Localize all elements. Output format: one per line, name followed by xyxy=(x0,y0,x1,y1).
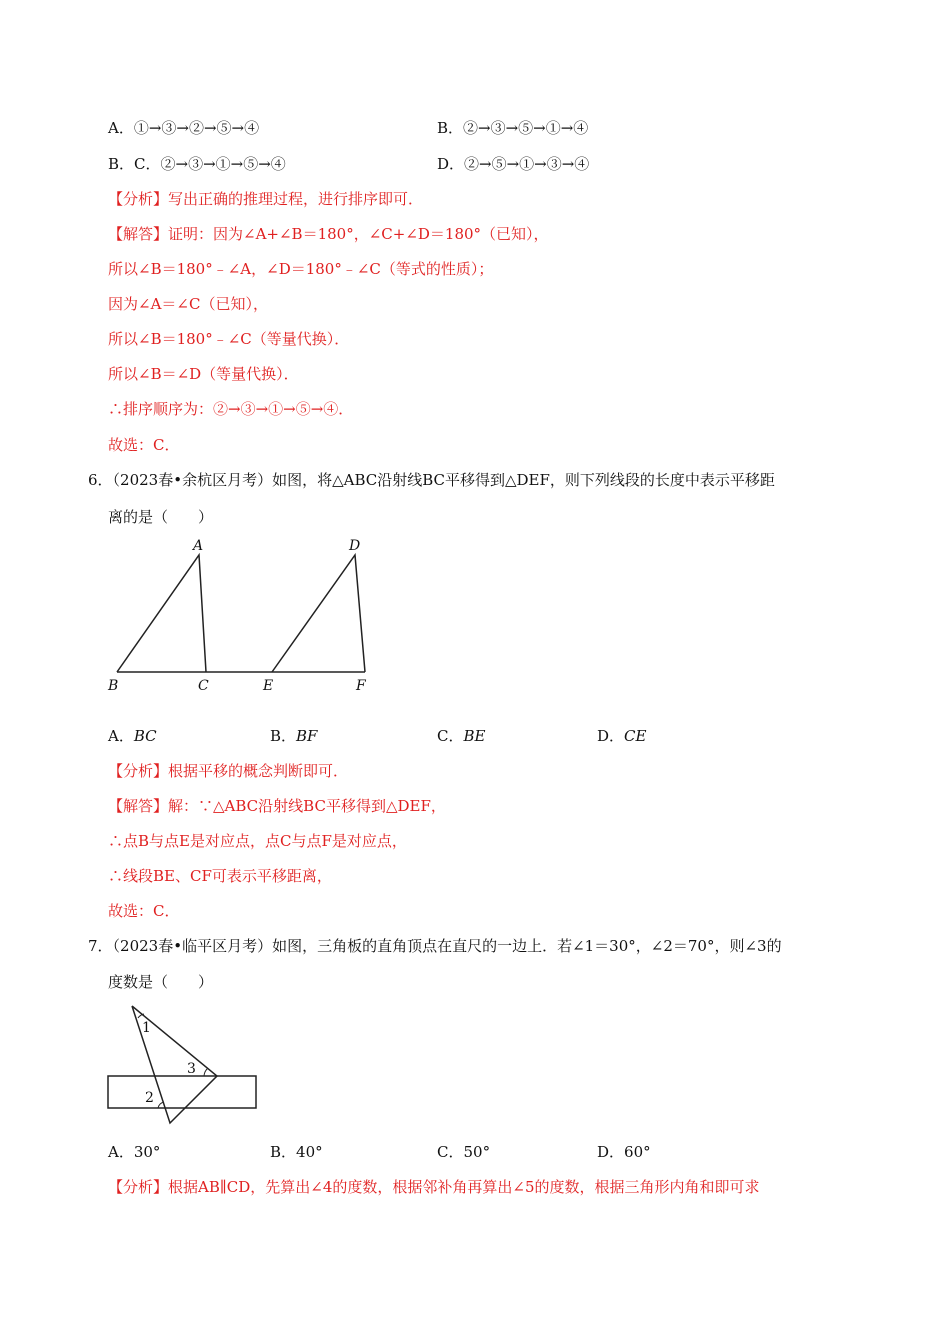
option-text: BC xyxy=(133,727,157,745)
q6-answer-line: ∴线段BE、CF可表示平移距离， xyxy=(108,867,332,885)
label-c: C xyxy=(198,678,209,694)
q6-answer-line: 故选：C． xyxy=(108,902,180,920)
option-text: 40° xyxy=(296,1143,323,1161)
question-number: 6． xyxy=(88,471,113,489)
q6-stem-continued: 离的是（ ） xyxy=(108,508,214,526)
q5-option-b xyxy=(437,118,588,138)
q6-answer-line: ∴点B与点E是对应点，点C与点F是对应点， xyxy=(108,832,407,850)
q5-answer-line: 所以∠B＝180°﹣∠C（等量代换）． xyxy=(108,330,350,348)
angle-3-label: 3 xyxy=(187,1061,196,1077)
option-letter: B． xyxy=(270,727,297,745)
option-letter: A． xyxy=(108,119,134,137)
option-letter: C． xyxy=(437,1143,464,1161)
option-text: 30° xyxy=(133,1143,161,1161)
option-text: BF xyxy=(296,727,318,745)
q7-option-d xyxy=(597,1142,651,1162)
option-text: ①→③→②→⑤→④ xyxy=(133,119,260,137)
q6-figure xyxy=(100,530,390,700)
analysis-tag: 【分析】 xyxy=(108,190,169,208)
option-letter: A． xyxy=(108,727,134,745)
q6-option-d xyxy=(597,726,646,746)
q6-option-c xyxy=(437,726,485,746)
answer-tag: 【解答】 xyxy=(108,797,169,815)
q7-option-b xyxy=(270,1142,323,1162)
triangle-abc xyxy=(117,555,206,672)
answer-tag: 【解答】 xyxy=(108,225,169,243)
stem-text: （2023春•余杭区月考）如图，将△ABC沿射线BC平移得到△DEF，则下列线段的长度中表示平移距 xyxy=(112,471,775,489)
q5-answer-line: 所以∠B＝180°﹣∠A，∠D＝180°﹣∠C（等式的性质）； xyxy=(108,260,494,278)
option-text: BE xyxy=(463,727,486,745)
q6-stem xyxy=(88,470,775,490)
analysis-text: 根据AB∥CD，先算出∠4的度数，根据邻补角再算出∠5的度数，根据三角形内角和即可求 xyxy=(168,1178,760,1196)
label-b: B xyxy=(108,678,119,694)
answer-text: 证明：因为∠A+∠B＝180°，∠C+∠D＝180°（已知）， xyxy=(168,225,549,243)
analysis-text: 根据平移的概念判断即可． xyxy=(168,762,349,780)
q7-option-a xyxy=(108,1142,160,1162)
label-e: E xyxy=(263,678,274,694)
option-text: CE xyxy=(624,727,647,745)
label-d: D xyxy=(349,538,361,554)
q7-option-c xyxy=(437,1142,490,1162)
option-letter: B．C． xyxy=(108,155,161,173)
q5-answer-line: ∴排序顺序为：②→③→①→⑤→④． xyxy=(108,400,354,418)
option-letter: B． xyxy=(270,1143,297,1161)
q6-option-a xyxy=(108,726,157,746)
q6-answer-line xyxy=(108,796,446,816)
option-letter: D． xyxy=(437,155,465,173)
label-a: A xyxy=(193,538,204,554)
question-number: 7． xyxy=(88,937,113,955)
option-text: 60° xyxy=(624,1143,651,1161)
q7-analysis xyxy=(108,1177,760,1197)
q5-option-c xyxy=(108,154,286,174)
q7-stem-continued: 度数是（ ） xyxy=(108,973,214,991)
option-letter: B． xyxy=(437,119,464,137)
option-letter: D． xyxy=(597,727,625,745)
analysis-tag: 【分析】 xyxy=(108,1178,169,1196)
option-letter: D． xyxy=(597,1143,625,1161)
analysis-text: 写出正确的推理过程，进行排序即可． xyxy=(168,190,424,208)
stem-text: （2023春•临平区月考）如图，三角板的直角顶点在直尺的一边上．若∠1＝30°，∠2＝70°，则∠3的 xyxy=(112,937,782,955)
q5-option-a xyxy=(108,118,259,138)
answer-text: 解：∵△ABC沿射线BC平移得到△DEF， xyxy=(168,797,446,815)
q6-option-b xyxy=(270,726,317,746)
option-text: 50° xyxy=(463,1143,491,1161)
analysis-tag: 【分析】 xyxy=(108,762,169,780)
triangle-def xyxy=(272,555,365,672)
q5-answer-line: 因为∠A＝∠C（已知）， xyxy=(108,295,268,313)
q7-figure xyxy=(100,998,270,1133)
label-f: F xyxy=(356,678,366,694)
angle-3-arc xyxy=(204,1068,208,1076)
option-text: ②→③→①→⑤→④ xyxy=(160,155,286,173)
q5-answer-line: 故选：C． xyxy=(108,436,180,454)
q5-answer-line xyxy=(108,224,549,244)
q5-option-d xyxy=(437,154,589,174)
q6-analysis xyxy=(108,761,348,781)
q7-stem xyxy=(88,936,782,956)
q5-answer-line: 所以∠B＝∠D（等量代换）． xyxy=(108,365,299,383)
angle-2-label: 2 xyxy=(145,1090,154,1106)
option-text: ②→③→⑤→①→④ xyxy=(463,119,589,137)
option-letter: A． xyxy=(108,1143,134,1161)
ruler xyxy=(108,1076,256,1108)
q5-analysis xyxy=(108,189,423,209)
option-letter: C． xyxy=(437,727,464,745)
option-text: ②→⑤→①→③→④ xyxy=(464,155,590,173)
angle-1-label: 1 xyxy=(142,1020,151,1036)
